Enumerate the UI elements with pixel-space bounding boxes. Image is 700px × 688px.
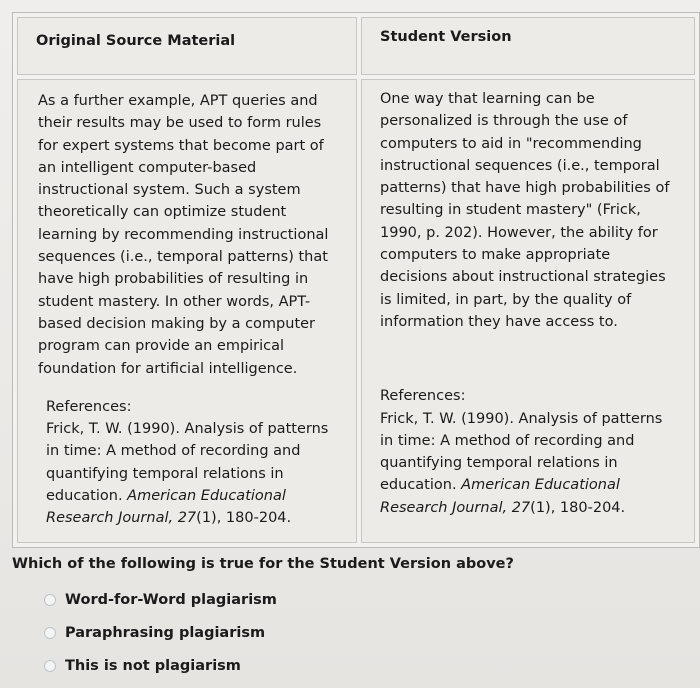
original-source-text: As a further example, APT queries and their results may be used to form rules for expert systems that become part of an intelligent computer-based instructional system. Such a system theoretically can optimize student learning by recommending instructional sequences (i.e., temporal patterns) that have high probabilities of resulting in student mastery. In other words, APT-based decision making by a computer program can provide an empirical foundation for artificial intelligence. xyxy=(38,93,329,377)
option-word-for-word[interactable] xyxy=(44,592,277,608)
reference-main: Frick, T. W. (1990). Analysis of patterns in time: A method of recording and quantifying temporal relations in education. xyxy=(46,421,329,505)
header-student xyxy=(361,17,695,75)
table-body-row xyxy=(17,79,695,543)
reference-journal: American Educational Research Journal, 27 xyxy=(46,488,286,527)
radio-paraphrasing[interactable] xyxy=(44,627,56,639)
option-label: This is not plagiarism xyxy=(65,658,241,674)
option-label: Paraphrasing plagiarism xyxy=(65,625,266,641)
header-student-label: Student Version xyxy=(380,29,512,45)
option-label: Word-for-Word plagiarism xyxy=(65,592,277,608)
original-references xyxy=(46,396,338,530)
references-label: References: xyxy=(380,388,466,405)
reference-journal: American Educational Research Journal, 27 xyxy=(380,477,620,516)
references-label: References: xyxy=(46,398,132,415)
option-paraphrasing[interactable] xyxy=(44,625,265,641)
student-version-text: One way that learning can be personalized is through the use of computers to aid in "recommending instructional sequences (i.e., temporal patterns) that have high probabilities of resulting in student mastery" (Frick, 1990, p. 202). However, the ability for computers to make appropriate decisions about instructional strategies is limited, in part, by the quality of information they have access to. xyxy=(380,91,670,330)
radio-not-plagiarism[interactable] xyxy=(44,660,56,672)
student-references xyxy=(380,385,676,519)
reference-tail: (1), 180-204. xyxy=(196,510,292,527)
header-original xyxy=(17,17,357,75)
reference-tail: (1), 180-204. xyxy=(530,499,626,516)
reference-main: Frick, T. W. (1990). Analysis of patterns in time: A method of recording and quantifying temporal relations in education. xyxy=(380,410,663,494)
reference-entry xyxy=(46,418,338,529)
student-version-cell xyxy=(361,79,695,543)
original-source-cell xyxy=(17,79,357,543)
option-not-plagiarism[interactable] xyxy=(44,658,241,674)
header-original-label: Original Source Material xyxy=(36,33,236,49)
table-header-row xyxy=(17,17,695,75)
radio-word-for-word[interactable] xyxy=(44,594,56,606)
comparison-table xyxy=(12,12,700,548)
question-prompt: Which of the following is true for the Student Version above? xyxy=(12,556,514,572)
reference-entry xyxy=(380,408,676,519)
